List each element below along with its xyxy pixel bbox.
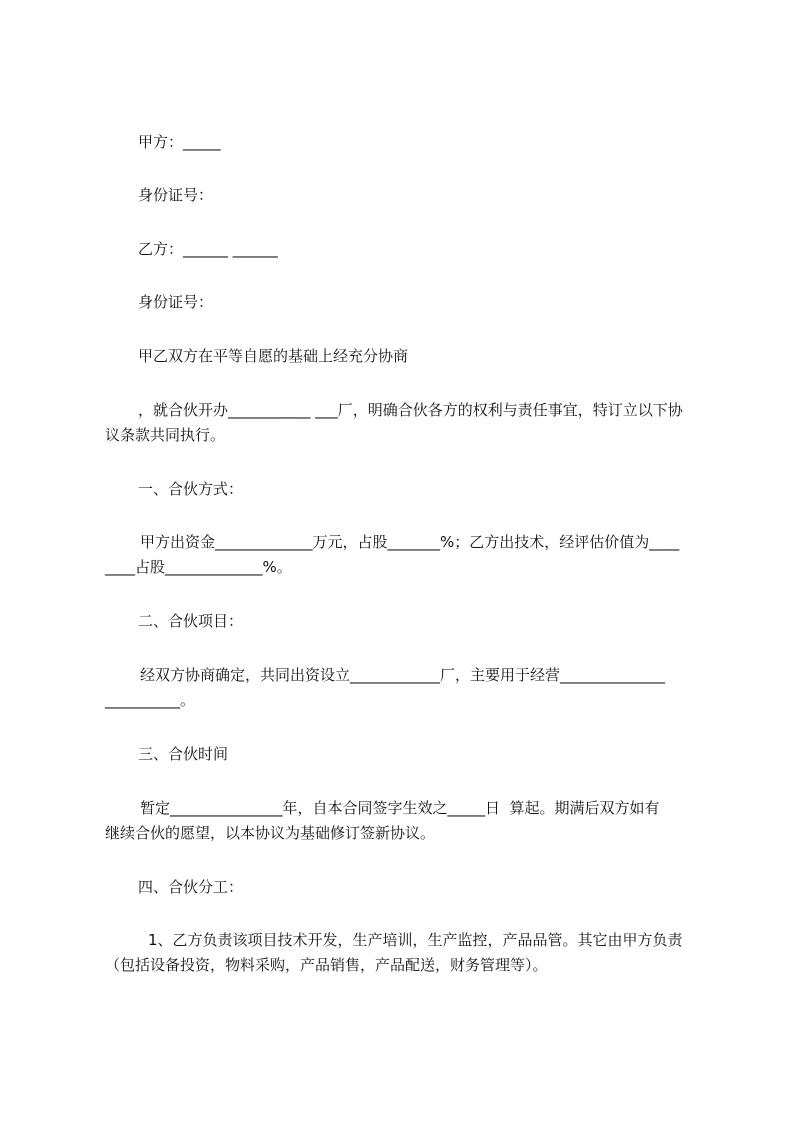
party-b-line: 乙方：______ ______: [138, 240, 278, 258]
section-1-title: 一、合伙方式：: [138, 480, 244, 498]
intro-paragraph-line-1: 甲乙双方在平等自愿的基础上经充分协商: [138, 347, 409, 365]
intro-paragraph-line-2: ，就合伙开办___________ ___厂，明确合伙各方的权利与责任事宜，特订立以下协: [138, 401, 683, 419]
party-b-id-line: 身份证号：: [138, 293, 214, 311]
party-a-line: 甲方：_____: [138, 133, 221, 151]
section-2-line-1: 经双方协商确定，共同出资设立____________厂，主要用于经营______________: [140, 666, 666, 684]
section-2-line-2: __________。: [105, 691, 196, 709]
section-1-line-2: ____占股_____________%。: [105, 558, 292, 576]
section-3-title: 三、合伙时间: [138, 745, 229, 763]
section-4-title: 四、合伙分工：: [138, 878, 244, 896]
section-4-line-1: 1、乙方负责该项目技术开发，生产培训，生产监控，产品品管。其它由甲方负责: [148, 931, 683, 949]
section-3-line-1: 暂定_______________年，自本合同签字生效之_____日 算起。期满后双方如有: [140, 799, 660, 817]
party-a-id-line: 身份证号：: [138, 186, 214, 204]
intro-paragraph-line-3: 议条款共同执行。: [105, 426, 226, 444]
section-4-line-2: （包括设备投资，物料采购，产品销售，产品配送，财务管理等）。: [105, 956, 548, 974]
section-1-line-1: 甲方出资金_____________万元，占股_______%；乙方出技术，经评估价值为____: [140, 533, 680, 551]
section-2-title: 二、合伙项目：: [138, 612, 244, 630]
section-3-line-2: 继续合伙的愿望，以本协议为基础修订签新协议。: [105, 824, 436, 842]
